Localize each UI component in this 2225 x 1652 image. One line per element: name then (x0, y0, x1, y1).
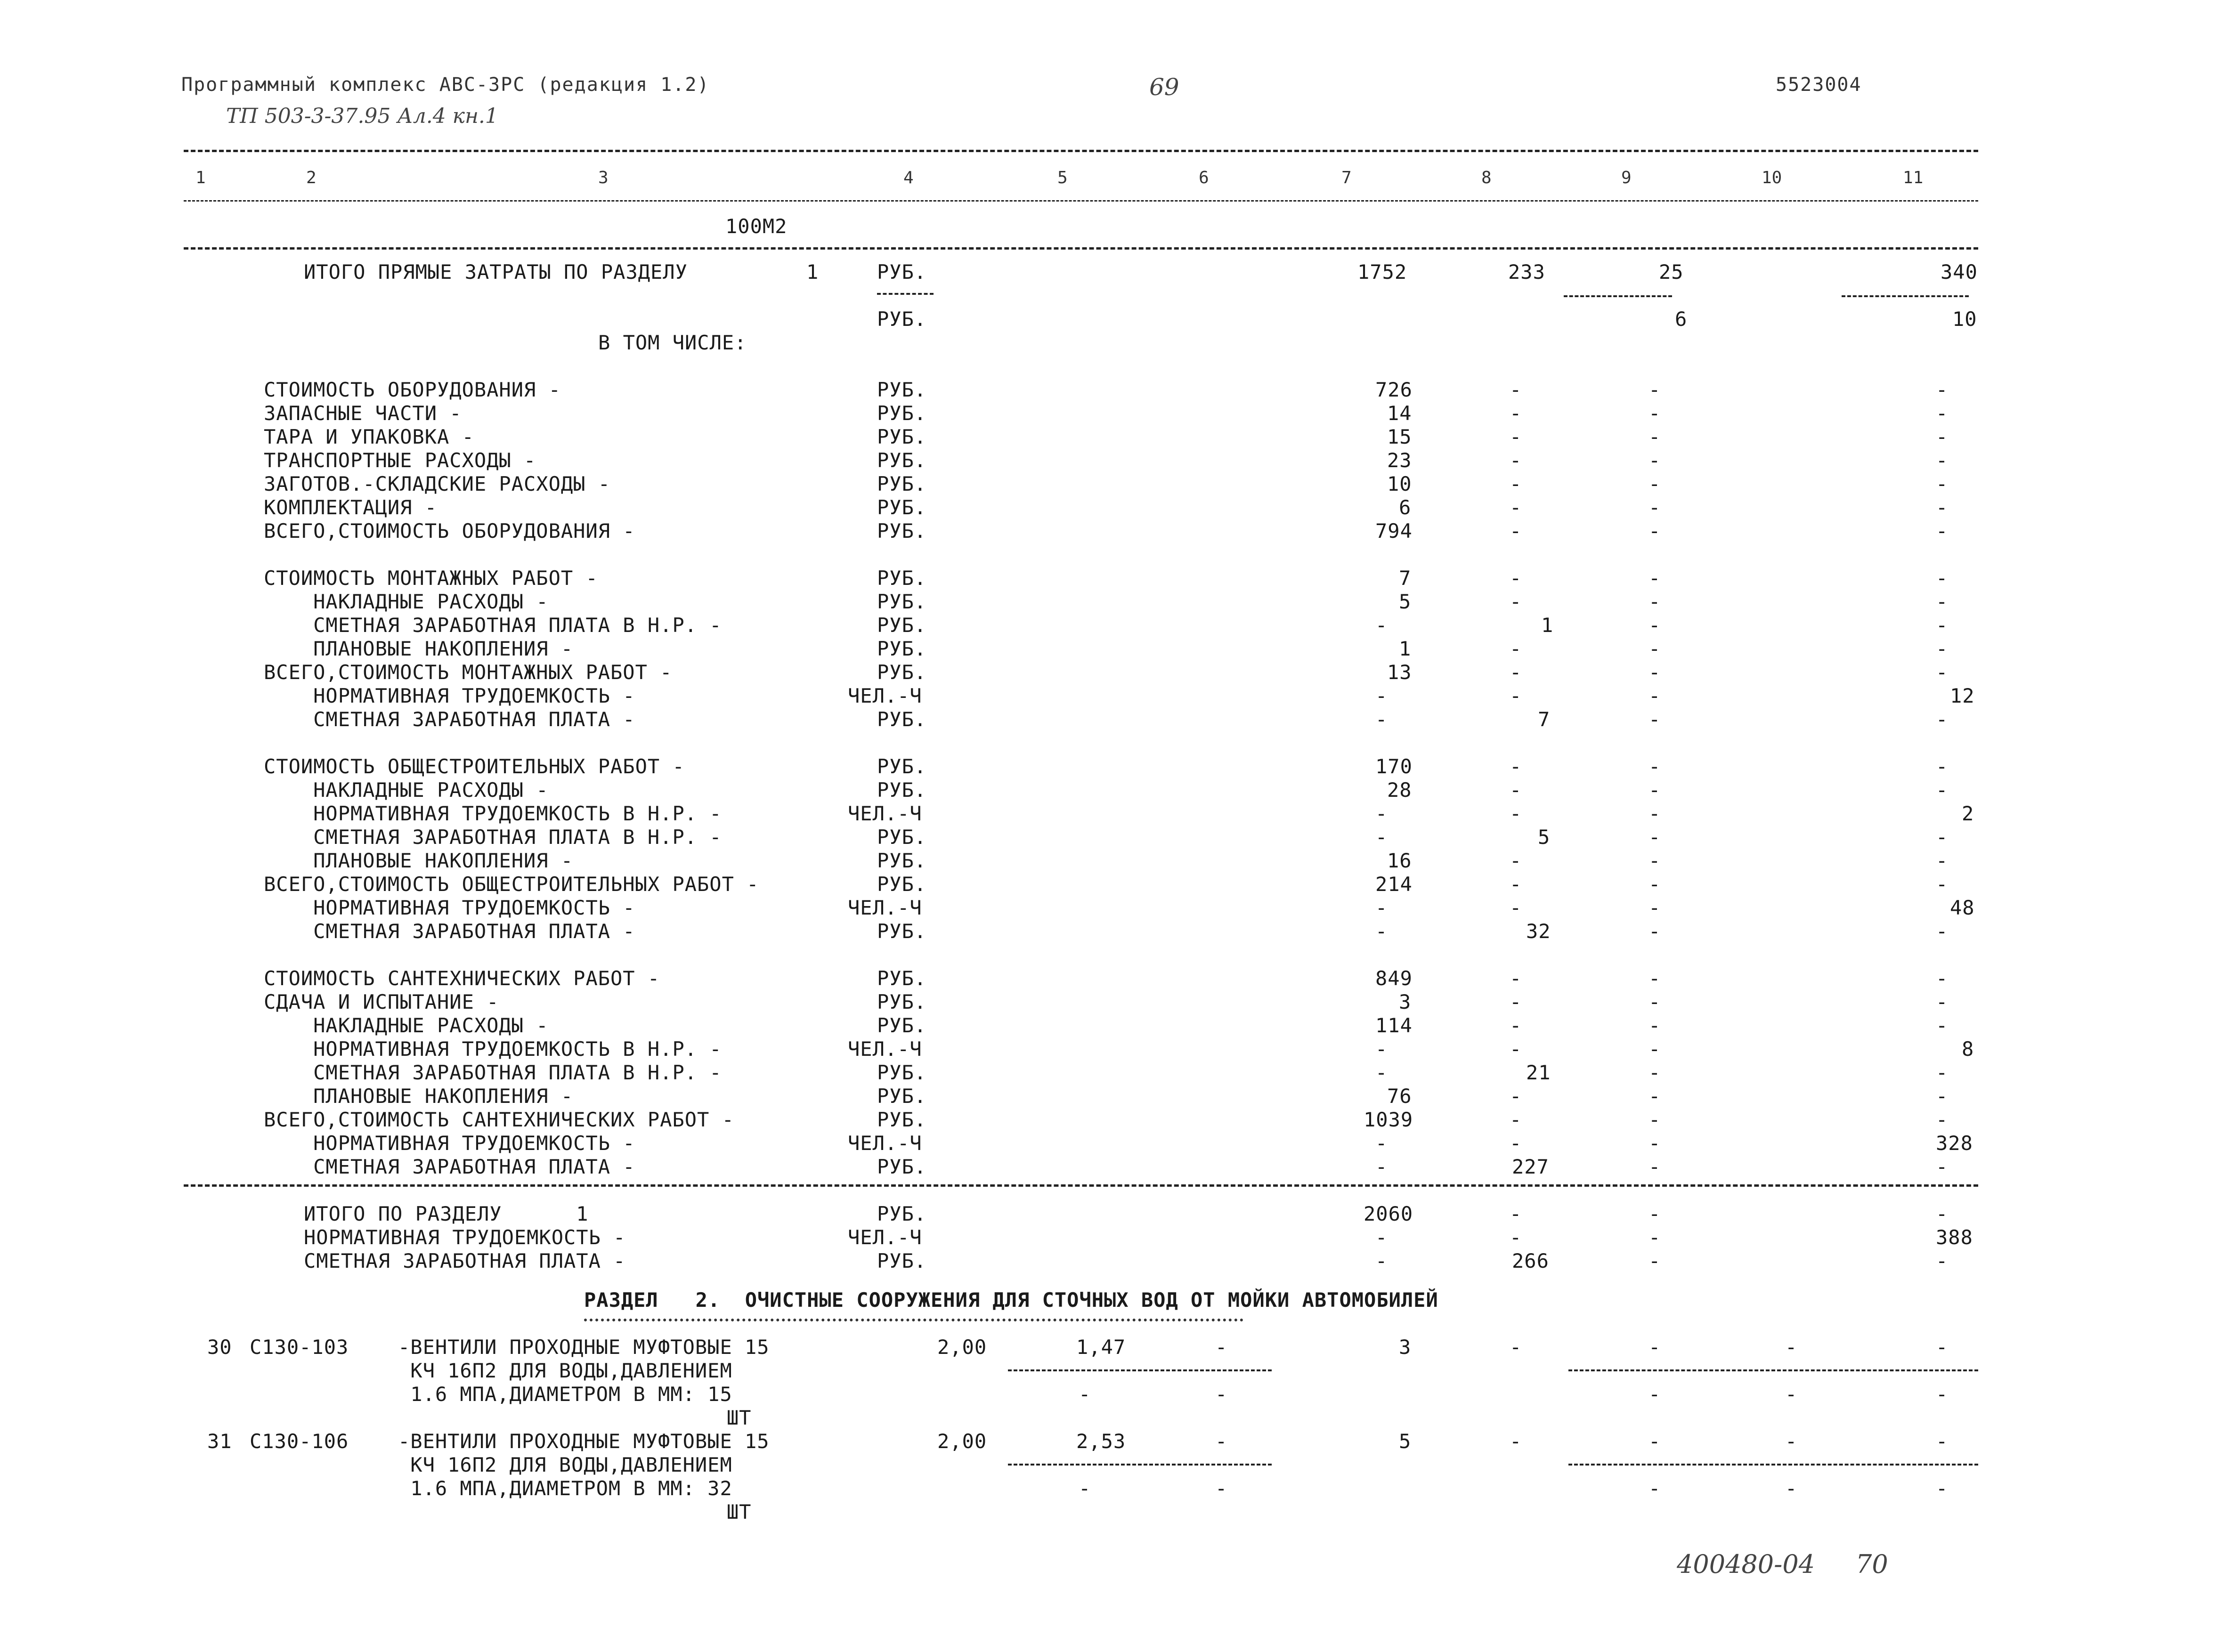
breakdown-row-unit: РУБ. (877, 1085, 927, 1108)
breakdown-row-c8: - (1510, 802, 1522, 825)
item-c10: - (1785, 1336, 1798, 1359)
section-total-c11: - (1936, 1249, 1949, 1272)
breakdown-row-c7: 1 (1399, 637, 1412, 660)
breakdown-row-c8: - (1510, 849, 1522, 872)
breakdown-row-label: СМЕТНАЯ ЗАРАБОТНАЯ ПЛАТА В Н.Р. - (264, 1061, 722, 1084)
breakdown-row-label: СТОИМОСТЬ МОНТАЖНЫХ РАБОТ - (264, 567, 598, 590)
col-number: 10 (1762, 168, 1782, 187)
item-desc-line: 1.6 МПА,ДИАМЕТРОМ В ММ: 15 (398, 1383, 732, 1406)
section-total-c8: - (1510, 1226, 1522, 1249)
underline (1008, 1369, 1272, 1371)
breakdown-row-c11: - (1936, 449, 1949, 472)
item-c8: - (1510, 1336, 1522, 1359)
total-direct-c7: 1752 (1357, 260, 1407, 283)
breakdown-row-label: СТОИМОСТЬ САНТЕХНИЧЕСКИХ РАБОТ - (264, 967, 660, 990)
section-total-c11: 388 (1936, 1226, 1973, 1249)
breakdown-row-c8: - (1510, 590, 1522, 613)
item-desc-line: 1.6 МПА,ДИАМЕТРОМ В ММ: 32 (398, 1477, 732, 1500)
breakdown-row-c11: 328 (1936, 1132, 1973, 1155)
section-total-c8: - (1510, 1202, 1522, 1225)
breakdown-row-c9: - (1648, 849, 1661, 872)
rule-before-total (184, 1184, 1978, 1187)
section-total-label: НОРМАТИВНАЯ ТРУДОЕМКОСТЬ - (304, 1226, 626, 1249)
breakdown-row-label: СТОИМОСТЬ ОБЩЕСТРОИТЕЛЬНЫХ РАБОТ - (264, 755, 685, 778)
col-number: 4 (903, 168, 914, 187)
breakdown-row-label: СМЕТНАЯ ЗАРАБОТНАЯ ПЛАТА В Н.Р. - (264, 826, 722, 849)
breakdown-row-c7: - (1375, 1037, 1388, 1061)
item-c6: - (1215, 1336, 1228, 1359)
col-number: 1 (195, 168, 206, 187)
breakdown-row-c11: 48 (1950, 896, 1975, 919)
underline (877, 293, 934, 295)
breakdown-row-c8: - (1510, 684, 1522, 707)
breakdown-row-unit: РУБ. (877, 1108, 927, 1131)
handwritten-footer-number: 400480-04 (1677, 1549, 1815, 1579)
breakdown-row-c7: 23 (1387, 449, 1412, 472)
breakdown-row-label: СМЕТНАЯ ЗАРАБОТНАЯ ПЛАТА - (264, 920, 635, 943)
item-price: 1,47 (1076, 1336, 1126, 1359)
breakdown-row-c9: - (1648, 708, 1661, 731)
underline (1568, 1369, 1978, 1371)
section-total-c9: - (1648, 1249, 1661, 1272)
breakdown-row-unit: РУБ. (877, 873, 927, 896)
breakdown-row-c7: - (1375, 1061, 1388, 1084)
breakdown-row-c9: - (1648, 826, 1661, 849)
breakdown-row-c7: - (1375, 1155, 1388, 1178)
breakdown-row-c11: - (1936, 590, 1949, 613)
breakdown-row-label: ВСЕГО,СТОИМОСТЬ САНТЕХНИЧЕСКИХ РАБОТ - (264, 1108, 734, 1131)
breakdown-row-c8: - (1510, 519, 1522, 543)
breakdown-row-c8: - (1510, 1085, 1522, 1108)
breakdown-row-c8: - (1510, 637, 1522, 660)
breakdown-row-unit: ЧЕЛ.-Ч (848, 802, 922, 825)
breakdown-row-label: НАКЛАДНЫЕ РАСХОДЫ - (264, 778, 549, 802)
section-total-label: ИТОГО ПО РАЗДЕЛУ 1 (304, 1202, 589, 1225)
section-total-c9: - (1648, 1202, 1661, 1225)
breakdown-row-c7: 170 (1375, 755, 1413, 778)
breakdown-row-c7: - (1375, 896, 1388, 919)
item-c6b: - (1215, 1383, 1228, 1406)
breakdown-row-c7: 794 (1375, 519, 1413, 543)
breakdown-row-c7: - (1375, 684, 1388, 707)
item-c8: - (1510, 1430, 1522, 1453)
breakdown-row-label: СМЕТНАЯ ЗАРАБОТНАЯ ПЛАТА - (264, 708, 635, 731)
breakdown-row-c11: - (1936, 637, 1949, 660)
breakdown-row-unit: РУБ. (877, 472, 927, 495)
breakdown-row-c9: - (1648, 519, 1661, 543)
handwritten-doc-ref: ТП 503-3-37.95 Ал.4 кн.1 (226, 104, 498, 128)
col-number: 8 (1481, 168, 1492, 187)
section-total-c7: - (1375, 1226, 1388, 1249)
breakdown-row-unit: РУБ. (877, 661, 927, 684)
breakdown-row-c8: 7 (1538, 708, 1551, 731)
underline (1568, 1464, 1978, 1466)
breakdown-row-label: ВСЕГО,СТОИМОСТЬ ОБОРУДОВАНИЯ - (264, 519, 635, 543)
total-direct-unit2: РУБ. (877, 308, 927, 331)
breakdown-row-unit: РУБ. (877, 378, 927, 401)
breakdown-row-c9: - (1648, 873, 1661, 896)
breakdown-row-c7: 726 (1375, 378, 1413, 401)
breakdown-row-unit: ЧЕЛ.-Ч (848, 1037, 922, 1061)
breakdown-row-c7: - (1375, 826, 1388, 849)
breakdown-row-c8: - (1510, 567, 1522, 590)
item-c11b: - (1936, 1477, 1949, 1500)
breakdown-row-c7: 15 (1387, 425, 1412, 448)
breakdown-row-c8: - (1510, 896, 1522, 919)
breakdown-row-c11: - (1936, 920, 1949, 943)
breakdown-row-c9: - (1648, 590, 1661, 613)
breakdown-row-c11: - (1936, 425, 1949, 448)
breakdown-row-c7: 76 (1387, 1085, 1412, 1108)
breakdown-row-unit: РУБ. (877, 637, 927, 660)
item-c6b: - (1215, 1477, 1228, 1500)
col-number: 5 (1057, 168, 1068, 187)
item-c11: - (1936, 1430, 1949, 1453)
breakdown-row-c8: 227 (1512, 1155, 1549, 1178)
underline (1842, 295, 1969, 297)
breakdown-row-c7: 849 (1375, 967, 1413, 990)
breakdown-row-c7: 6 (1399, 496, 1412, 519)
rule-top (184, 150, 1978, 152)
breakdown-row-c11: - (1936, 614, 1949, 637)
item-price-b: - (1079, 1383, 1091, 1406)
item-number: 31 (207, 1430, 232, 1453)
breakdown-row-label: СТОИМОСТЬ ОБОРУДОВАНИЯ - (264, 378, 561, 401)
item-c7: 3 (1399, 1336, 1412, 1359)
breakdown-row-c8: - (1510, 425, 1522, 448)
breakdown-row-c8: - (1510, 778, 1522, 802)
item-c9b: - (1648, 1477, 1661, 1500)
breakdown-row-c9: - (1648, 1037, 1661, 1061)
breakdown-row-c9: - (1648, 614, 1661, 637)
breakdown-row-unit: РУБ. (877, 1155, 927, 1178)
breakdown-row-c9: - (1648, 449, 1661, 472)
section-total-c8: 266 (1512, 1249, 1549, 1272)
breakdown-row-c7: - (1375, 614, 1388, 637)
breakdown-row-c11: - (1936, 778, 1949, 802)
item-desc-line: -ВЕНТИЛИ ПРОХОДНЫЕ МУФТОВЫЕ 15 (398, 1336, 770, 1359)
breakdown-row-c9: - (1648, 990, 1661, 1013)
breakdown-row-label: ЗАГОТОВ.-СКЛАДСКИЕ РАСХОДЫ - (264, 472, 611, 495)
breakdown-row-unit: РУБ. (877, 990, 927, 1013)
total-direct-unit: РУБ. (877, 260, 927, 283)
breakdown-row-c8: 32 (1526, 920, 1551, 943)
breakdown-row-c8: - (1510, 967, 1522, 990)
including-heading: В ТОМ ЧИСЛЕ: (598, 331, 747, 354)
total-direct-label: ИТОГО ПРЯМЫЕ ЗАТРАТЫ ПО РАЗДЕЛУ (304, 260, 688, 283)
breakdown-row-c7: 1039 (1364, 1108, 1413, 1131)
section-total-c11: - (1936, 1202, 1949, 1225)
breakdown-row-label: НОРМАТИВНАЯ ТРУДОЕМКОСТЬ - (264, 684, 635, 707)
breakdown-row-unit: РУБ. (877, 849, 927, 872)
breakdown-row-c11: - (1936, 1085, 1949, 1108)
item-c7: 5 (1399, 1430, 1412, 1453)
breakdown-row-c9: - (1648, 967, 1661, 990)
item-c11b: - (1936, 1383, 1949, 1406)
breakdown-row-c7: 7 (1399, 567, 1412, 590)
breakdown-row-label: ЗАПАСНЫЕ ЧАСТИ - (264, 402, 462, 425)
breakdown-row-c11: - (1936, 990, 1949, 1013)
breakdown-row-label: ВСЕГО,СТОИМОСТЬ ОБЩЕСТРОИТЕЛЬНЫХ РАБОТ - (264, 873, 759, 896)
col-number: 2 (306, 168, 317, 187)
item-quantity: 2,00 (937, 1336, 987, 1359)
total-direct-c9b: 6 (1675, 308, 1688, 331)
breakdown-row-label: СДАЧА И ИСПЫТАНИЕ - (264, 990, 499, 1013)
breakdown-row-c7: 10 (1387, 472, 1412, 495)
breakdown-row-c11: - (1936, 567, 1949, 590)
breakdown-row-c8: - (1510, 1132, 1522, 1155)
page-number: 69 (1149, 73, 1179, 101)
breakdown-row-label: ПЛАНОВЫЕ НАКОПЛЕНИЯ - (264, 637, 574, 660)
breakdown-row-label: ТАРА И УПАКОВКА - (264, 425, 474, 448)
breakdown-row-unit: РУБ. (877, 826, 927, 849)
underline (1564, 295, 1672, 297)
breakdown-row-c8: 1 (1541, 614, 1554, 637)
item-c9b: - (1648, 1383, 1661, 1406)
breakdown-row-label: ТРАНСПОРТНЫЕ РАСХОДЫ - (264, 449, 536, 472)
breakdown-row-c11: - (1936, 1061, 1949, 1084)
section-2-title: РАЗДЕЛ 2. ОЧИСТНЫЕ СООРУЖЕНИЯ ДЛЯ СТОЧНЫХ ВОД ОТ МОЙКИ АВТОМОБИЛЕЙ (584, 1288, 1438, 1312)
item-c6: - (1215, 1430, 1228, 1453)
item-quantity: 2,00 (937, 1430, 987, 1453)
total-direct-section: 1 (806, 260, 819, 283)
underline (1008, 1464, 1272, 1466)
item-price-b: - (1079, 1477, 1091, 1500)
breakdown-row-c9: - (1648, 684, 1661, 707)
breakdown-row-c8: - (1510, 1014, 1522, 1037)
breakdown-row-c9: - (1648, 896, 1661, 919)
item-number: 30 (207, 1336, 232, 1359)
breakdown-row-c9: - (1648, 1132, 1661, 1155)
item-desc-line: КЧ 16П2 ДЛЯ ВОДЫ,ДАВЛЕНИЕМ (398, 1453, 732, 1476)
breakdown-row-label: НОРМАТИВНАЯ ТРУДОЕМКОСТЬ В Н.Р. - (264, 1037, 722, 1061)
breakdown-row-unit: РУБ. (877, 590, 927, 613)
breakdown-row-c8: - (1510, 472, 1522, 495)
item-c10b: - (1785, 1383, 1798, 1406)
breakdown-row-c8: - (1510, 496, 1522, 519)
breakdown-row-c8: - (1510, 402, 1522, 425)
breakdown-row-label: СМЕТНАЯ ЗАРАБОТНАЯ ПЛАТА - (264, 1155, 635, 1178)
col-number: 9 (1621, 168, 1632, 187)
breakdown-row-c8: - (1510, 449, 1522, 472)
item-code: С130-103 (250, 1336, 349, 1359)
breakdown-row-c7: 214 (1375, 873, 1413, 896)
breakdown-row-label: НОРМАТИВНАЯ ТРУДОЕМКОСТЬ - (264, 896, 635, 919)
breakdown-row-unit: РУБ. (877, 967, 927, 990)
breakdown-row-c11: - (1936, 661, 1949, 684)
breakdown-row-label: НОРМАТИВНАЯ ТРУДОЕМКОСТЬ В Н.Р. - (264, 802, 722, 825)
breakdown-row-c9: - (1648, 1108, 1661, 1131)
breakdown-row-unit: РУБ. (877, 755, 927, 778)
breakdown-row-label: СМЕТНАЯ ЗАРАБОТНАЯ ПЛАТА В Н.Р. - (264, 614, 722, 637)
breakdown-row-unit: РУБ. (877, 614, 927, 637)
item-desc-line: КЧ 16П2 ДЛЯ ВОДЫ,ДАВЛЕНИЕМ (398, 1359, 732, 1382)
breakdown-row-c9: - (1648, 1014, 1661, 1037)
breakdown-row-c11: - (1936, 496, 1949, 519)
item-code: С130-106 (250, 1430, 349, 1453)
breakdown-row-c11: 2 (1962, 802, 1974, 825)
breakdown-row-c8: - (1510, 1037, 1522, 1061)
total-direct-c11: 340 (1941, 260, 1978, 283)
breakdown-row-c8: 5 (1538, 826, 1551, 849)
section-total-c9: - (1648, 1226, 1661, 1249)
item-desc-line: -ВЕНТИЛИ ПРОХОДНЫЕ МУФТОВЫЕ 15 (398, 1430, 770, 1453)
breakdown-row-label: ПЛАНОВЫЕ НАКОПЛЕНИЯ - (264, 1085, 574, 1108)
breakdown-row-label: НАКЛАДНЫЕ РАСХОДЫ - (264, 1014, 549, 1037)
breakdown-row-c8: 21 (1526, 1061, 1551, 1084)
rule-section (184, 247, 1978, 250)
breakdown-row-unit: РУБ. (877, 778, 927, 802)
breakdown-row-c9: - (1648, 472, 1661, 495)
breakdown-row-c11: - (1936, 755, 1949, 778)
breakdown-row-c9: - (1648, 1061, 1661, 1084)
handwritten-footer-page: 70 (1856, 1549, 1888, 1579)
total-direct-c8: 233 (1508, 260, 1545, 283)
breakdown-row-label: ВСЕГО,СТОИМОСТЬ МОНТАЖНЫХ РАБОТ - (264, 661, 673, 684)
rule-under-col-numbers (184, 200, 1978, 202)
breakdown-row-c9: - (1648, 1085, 1661, 1108)
section-2-title-underline (584, 1319, 1243, 1321)
breakdown-row-c9: - (1648, 402, 1661, 425)
col-number: 11 (1903, 168, 1924, 187)
breakdown-row-c7: 13 (1387, 661, 1412, 684)
breakdown-row-unit: ЧЕЛ.-Ч (848, 684, 922, 707)
breakdown-row-c7: 16 (1387, 849, 1412, 872)
breakdown-row-c9: - (1648, 778, 1661, 802)
breakdown-row-unit: РУБ. (877, 425, 927, 448)
breakdown-row-c11: - (1936, 873, 1949, 896)
breakdown-row-c9: - (1648, 637, 1661, 660)
col-number: 7 (1341, 168, 1352, 187)
breakdown-row-c7: 14 (1387, 402, 1412, 425)
breakdown-row-unit: РУБ. (877, 1014, 927, 1037)
breakdown-row-c8: - (1510, 661, 1522, 684)
item-price: 2,53 (1076, 1430, 1126, 1453)
breakdown-row-c11: - (1936, 1014, 1949, 1037)
breakdown-row-c9: - (1648, 567, 1661, 590)
breakdown-row-label: ПЛАНОВЫЕ НАКОПЛЕНИЯ - (264, 849, 574, 872)
breakdown-row-c7: - (1375, 920, 1388, 943)
breakdown-row-c9: - (1648, 802, 1661, 825)
breakdown-row-c11: - (1936, 708, 1949, 731)
section-total-c7: 2060 (1364, 1202, 1413, 1225)
unit-label: 100М2 (725, 215, 788, 238)
breakdown-row-c8: - (1510, 873, 1522, 896)
program-title: Программный комплекс АВС-ЗРС (редакция 1.2) (181, 74, 710, 96)
breakdown-row-unit: РУБ. (877, 449, 927, 472)
breakdown-row-c11: - (1936, 402, 1949, 425)
breakdown-row-unit: РУБ. (877, 519, 927, 543)
breakdown-row-c8: - (1510, 1108, 1522, 1131)
breakdown-row-unit: РУБ. (877, 708, 927, 731)
breakdown-row-c7: 5 (1399, 590, 1412, 613)
document-code: 5523004 (1776, 74, 1862, 96)
breakdown-row-c11: - (1936, 472, 1949, 495)
breakdown-row-c11: - (1936, 826, 1949, 849)
breakdown-row-c9: - (1648, 1155, 1661, 1178)
breakdown-row-c7: - (1375, 1132, 1388, 1155)
breakdown-row-c11: 12 (1950, 684, 1975, 707)
breakdown-row-c8: - (1510, 378, 1522, 401)
breakdown-row-c11: - (1936, 1155, 1949, 1178)
breakdown-row-c8: - (1510, 755, 1522, 778)
breakdown-row-label: НАКЛАДНЫЕ РАСХОДЫ - (264, 590, 549, 613)
breakdown-row-unit: РУБ. (877, 567, 927, 590)
section-total-unit: ЧЕЛ.-Ч (848, 1226, 922, 1249)
breakdown-row-c7: 114 (1375, 1014, 1413, 1037)
breakdown-row-c7: - (1375, 802, 1388, 825)
breakdown-row-c11: 8 (1962, 1037, 1974, 1061)
breakdown-row-c9: - (1648, 920, 1661, 943)
breakdown-row-c11: - (1936, 1108, 1949, 1131)
breakdown-row-label: НОРМАТИВНАЯ ТРУДОЕМКОСТЬ - (264, 1132, 635, 1155)
breakdown-row-unit: РУБ. (877, 402, 927, 425)
breakdown-row-unit: РУБ. (877, 496, 927, 519)
item-desc-line: ШТ (603, 1500, 752, 1523)
item-c11: - (1936, 1336, 1949, 1359)
breakdown-row-unit: РУБ. (877, 920, 927, 943)
breakdown-row-c7: 28 (1387, 778, 1412, 802)
breakdown-row-unit: РУБ. (877, 1061, 927, 1084)
breakdown-row-unit: ЧЕЛ.-Ч (848, 1132, 922, 1155)
col-number: 3 (598, 168, 609, 187)
breakdown-row-c7: - (1375, 708, 1388, 731)
breakdown-row-unit: ЧЕЛ.-Ч (848, 896, 922, 919)
col-number: 6 (1199, 168, 1209, 187)
item-c9: - (1648, 1336, 1661, 1359)
total-direct-c9: 25 (1659, 260, 1684, 283)
breakdown-row-label: КОМПЛЕКТАЦИЯ - (264, 496, 438, 519)
section-total-unit: РУБ. (877, 1202, 927, 1225)
breakdown-row-c9: - (1648, 661, 1661, 684)
total-direct-c11b: 10 (1952, 308, 1977, 331)
breakdown-row-c9: - (1648, 378, 1661, 401)
item-c10b: - (1785, 1477, 1798, 1500)
item-desc-line: ШТ (603, 1406, 752, 1429)
breakdown-row-c9: - (1648, 425, 1661, 448)
breakdown-row-c11: - (1936, 849, 1949, 872)
item-c10: - (1785, 1430, 1798, 1453)
section-total-c7: - (1375, 1249, 1388, 1272)
section-total-unit: РУБ. (877, 1249, 927, 1272)
breakdown-row-c8: - (1510, 990, 1522, 1013)
breakdown-row-c7: 3 (1399, 990, 1412, 1013)
breakdown-row-c9: - (1648, 755, 1661, 778)
item-c9: - (1648, 1430, 1661, 1453)
breakdown-row-c11: - (1936, 967, 1949, 990)
breakdown-row-c11: - (1936, 519, 1949, 543)
breakdown-row-c9: - (1648, 496, 1661, 519)
section-total-label: СМЕТНАЯ ЗАРАБОТНАЯ ПЛАТА - (304, 1249, 626, 1272)
breakdown-row-c11: - (1936, 378, 1949, 401)
